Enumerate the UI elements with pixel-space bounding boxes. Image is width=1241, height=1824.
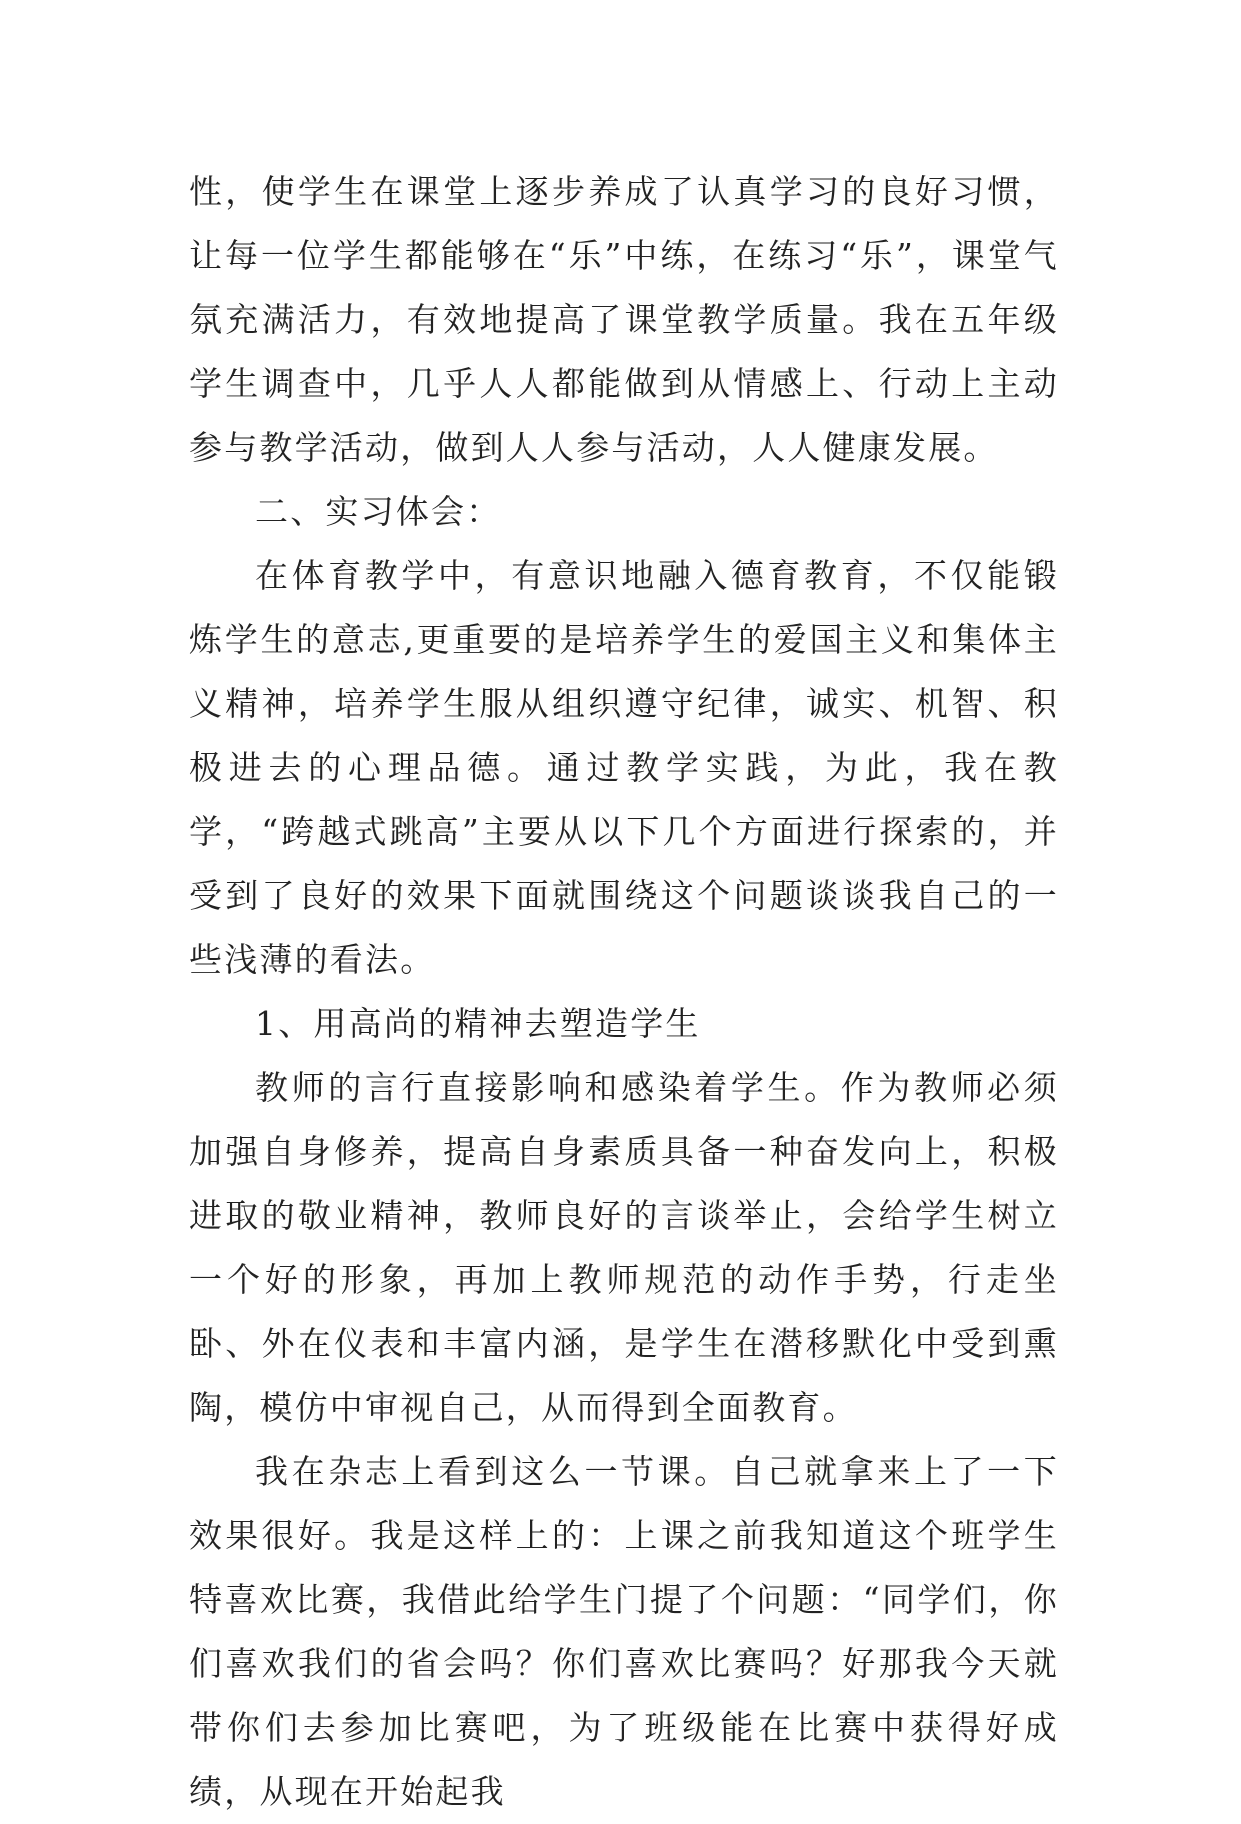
- paragraph-continuation: 性，使学生在课堂上逐步养成了认真学习的良好习惯，让每一位学生都能够在“乐”中练，在练习“乐”，课堂气氛充满活力，有效地提高了课堂教学质量。我在五年级学生调查中，几乎人人都能做到从情感上、行动上主动参与教学活动，做到人人参与活动，人人健康发展。: [189, 172, 1059, 467]
- section-heading-internship-experience: 二、实习体会：: [255, 492, 502, 531]
- paragraph-moral-education: 在体育教学中，有意识地融入德育教育，不仅能锻炼学生的意志,更重要的是培养学生的爱国主义和集体主义精神，培养学生服从组织遵守纪律，诚实、机智、积极进去的心理品德。通过教学实践，为此，我在教学，“跨越式跳高”主要从以下几个方面进行探索的，并受到了良好的效果下面就围绕这个问题谈谈我自己的一些浅薄的看法。: [189, 556, 1059, 979]
- body-text: [189, 160, 1059, 1824]
- subheading-noble-spirit: 1、用高尚的精神去塑造学生: [255, 1004, 701, 1043]
- paragraph-lesson-example: 我在杂志上看到这么一节课。自己就拿来上了一下效果很好。我是这样上的：上课之前我知道这个班学生特喜欢比赛，我借此给学生门提了个问题：“同学们，你们喜欢我们的省会吗？你们喜欢比赛吗？好那我今天就带你们去参加比赛吧，为了班级能在比赛中获得好成绩，从现在开始起我: [189, 1452, 1059, 1811]
- paragraph-teacher-conduct: 教师的言行直接影响和感染着学生。作为教师必须加强自身修养，提高自身素质具备一种奋发向上，积极进取的敬业精神，教师良好的言谈举止，会给学生树立一个好的形象，再加上教师规范的动作手势，行走坐卧、外在仪表和丰富内涵，是学生在潜移默化中受到熏陶，模仿中审视自己，从而得到全面教育。: [189, 1068, 1059, 1427]
